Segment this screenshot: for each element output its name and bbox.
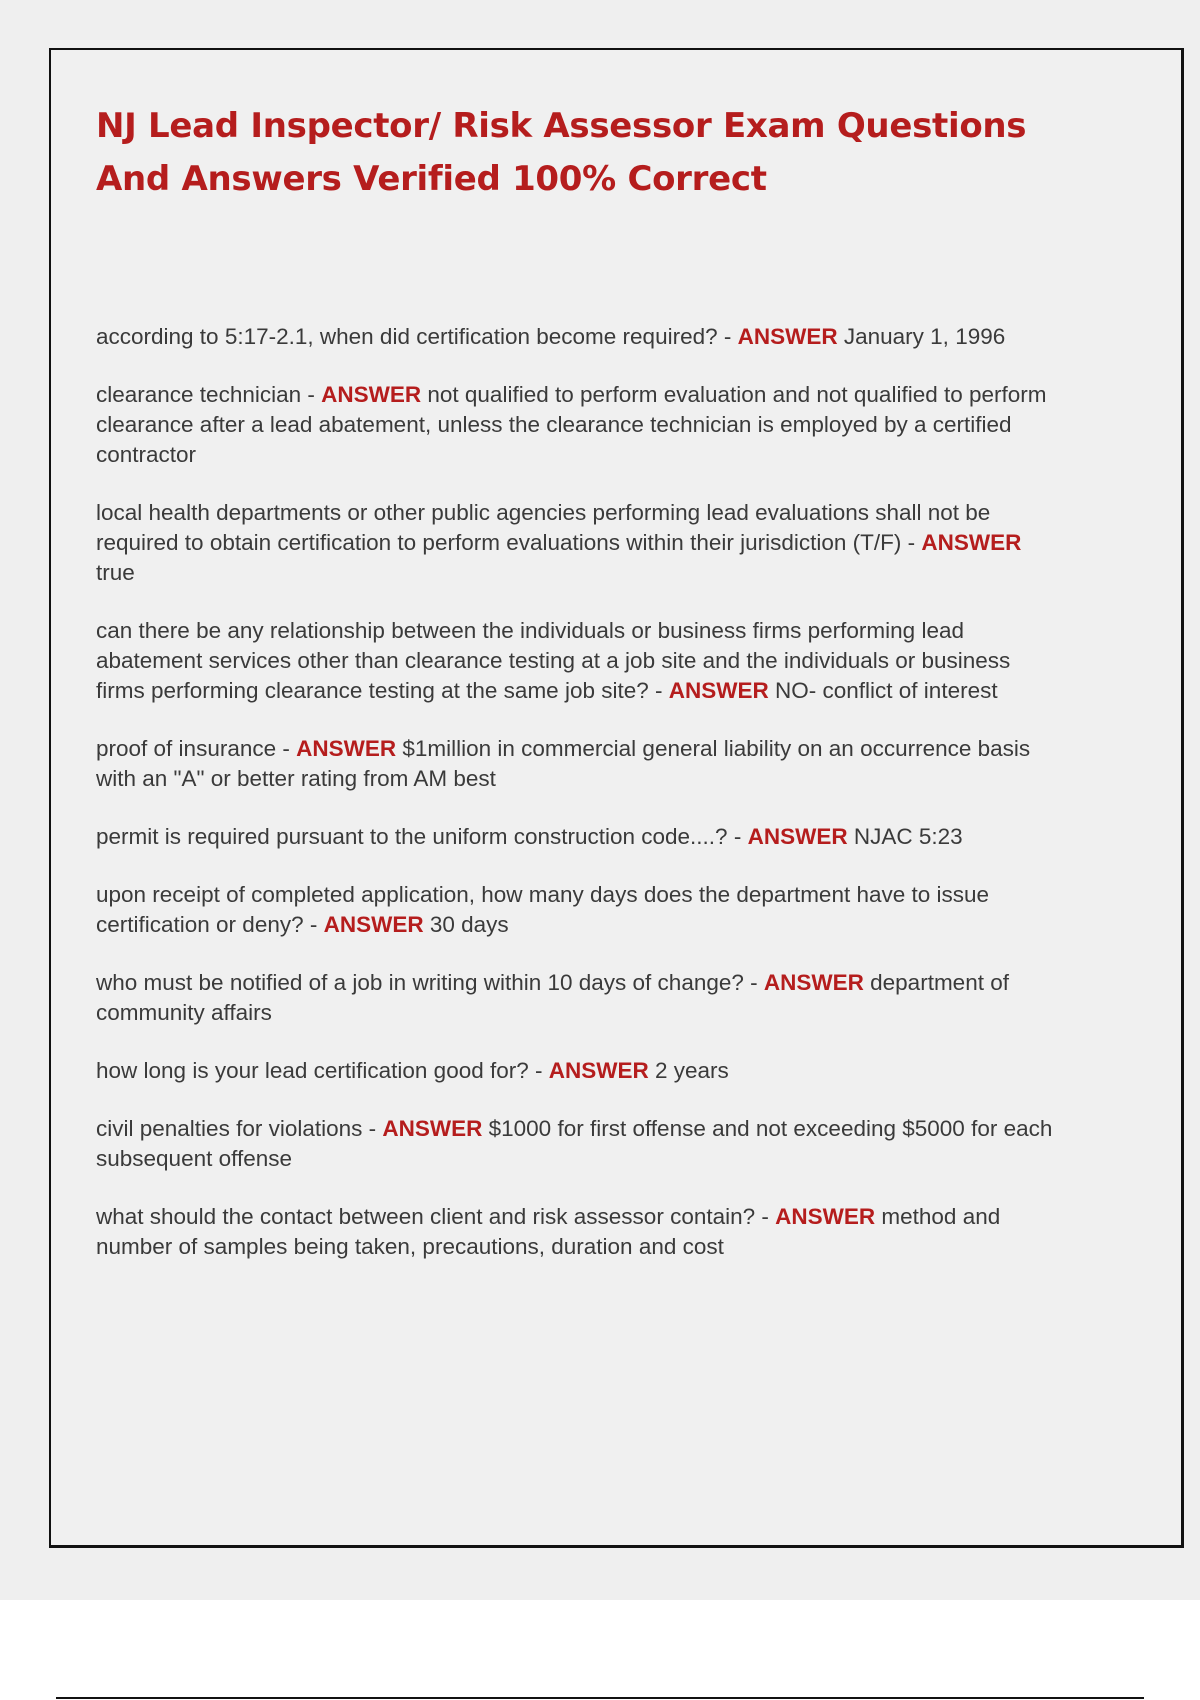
qa-item <box>96 822 1056 852</box>
answer-text: NJAC 5:23 <box>847 824 963 849</box>
answer-text: $1million in commercial general liability on an occurrence basis with an "A" or better rating from AM best <box>96 736 1031 791</box>
answer-text: method and number of samples being taken, precautions, duration and cost <box>96 1204 1001 1259</box>
qa-item <box>96 1114 1056 1174</box>
answer-label: ANSWER <box>921 530 1022 555</box>
qa-item <box>96 734 1056 794</box>
answer-label: ANSWER <box>548 1058 649 1083</box>
question-text: who must be notified of a job in writing within 10 days of change? - <box>96 970 764 995</box>
question-text: proof of insurance - <box>96 736 297 761</box>
answer-text: January 1, 1996 <box>837 324 1006 349</box>
footer-rule <box>56 1697 1144 1699</box>
answer-text: department of community affairs <box>96 970 1009 1025</box>
qa-list <box>96 322 1056 1290</box>
qa-item <box>96 1056 1056 1086</box>
qa-item <box>96 498 1056 588</box>
question-text: permit is required pursuant to the uniform construction code....? - <box>96 824 748 849</box>
answer-label: ANSWER <box>668 678 769 703</box>
document-title: NJ Lead Inspector/ Risk Assessor Exam Questions And Answers Verified 100% Correct <box>96 106 1027 199</box>
qa-item <box>96 616 1056 706</box>
question-text: can there be any relationship between the individuals or business firms performing lead abatement services other than clearance testing at a job site and the individuals or business firms performing clearance testing at the same job site? - <box>96 618 1011 703</box>
answer-label: ANSWER <box>323 912 424 937</box>
answer-label: ANSWER <box>775 1204 876 1229</box>
qa-item <box>96 968 1056 1028</box>
question-text: clearance technician - <box>96 382 322 407</box>
answer-label: ANSWER <box>382 1116 483 1141</box>
answer-label: ANSWER <box>763 970 864 995</box>
answer-label: ANSWER <box>737 324 838 349</box>
qa-item <box>96 880 1056 940</box>
question-text: how long is your lead certification good for? - <box>96 1058 549 1083</box>
qa-item <box>96 380 1056 470</box>
question-text: local health departments or other public agencies performing lead evaluations shall not be required to obtain certification to perform evaluations within their jurisdiction (T/F) - <box>96 500 991 555</box>
answer-text: $1000 for first offense and not exceeding $5000 for each subsequent offense <box>96 1116 1053 1171</box>
qa-item <box>96 322 1056 352</box>
question-text: upon receipt of completed application, how many days does the department have to issue certification or deny? - <box>96 882 990 937</box>
question-text: according to 5:17-2.1, when did certification become required? - <box>96 324 738 349</box>
question-text: what should the contact between client and risk assessor contain? - <box>96 1204 776 1229</box>
question-text: civil penalties for violations - <box>96 1116 383 1141</box>
answer-text: NO- conflict of interest <box>768 678 998 703</box>
answer-label: ANSWER <box>296 736 397 761</box>
answer-label: ANSWER <box>747 824 848 849</box>
answer-text: not qualified to perform evaluation and not qualified to perform clearance after a lead abatement, unless the clearance technician is employed by a certified contractor <box>96 382 1047 467</box>
answer-text: 2 years <box>648 1058 729 1083</box>
answer-text: 30 days <box>423 912 509 937</box>
answer-text: true <box>96 560 135 585</box>
qa-item <box>96 1202 1056 1262</box>
answer-label: ANSWER <box>321 382 422 407</box>
